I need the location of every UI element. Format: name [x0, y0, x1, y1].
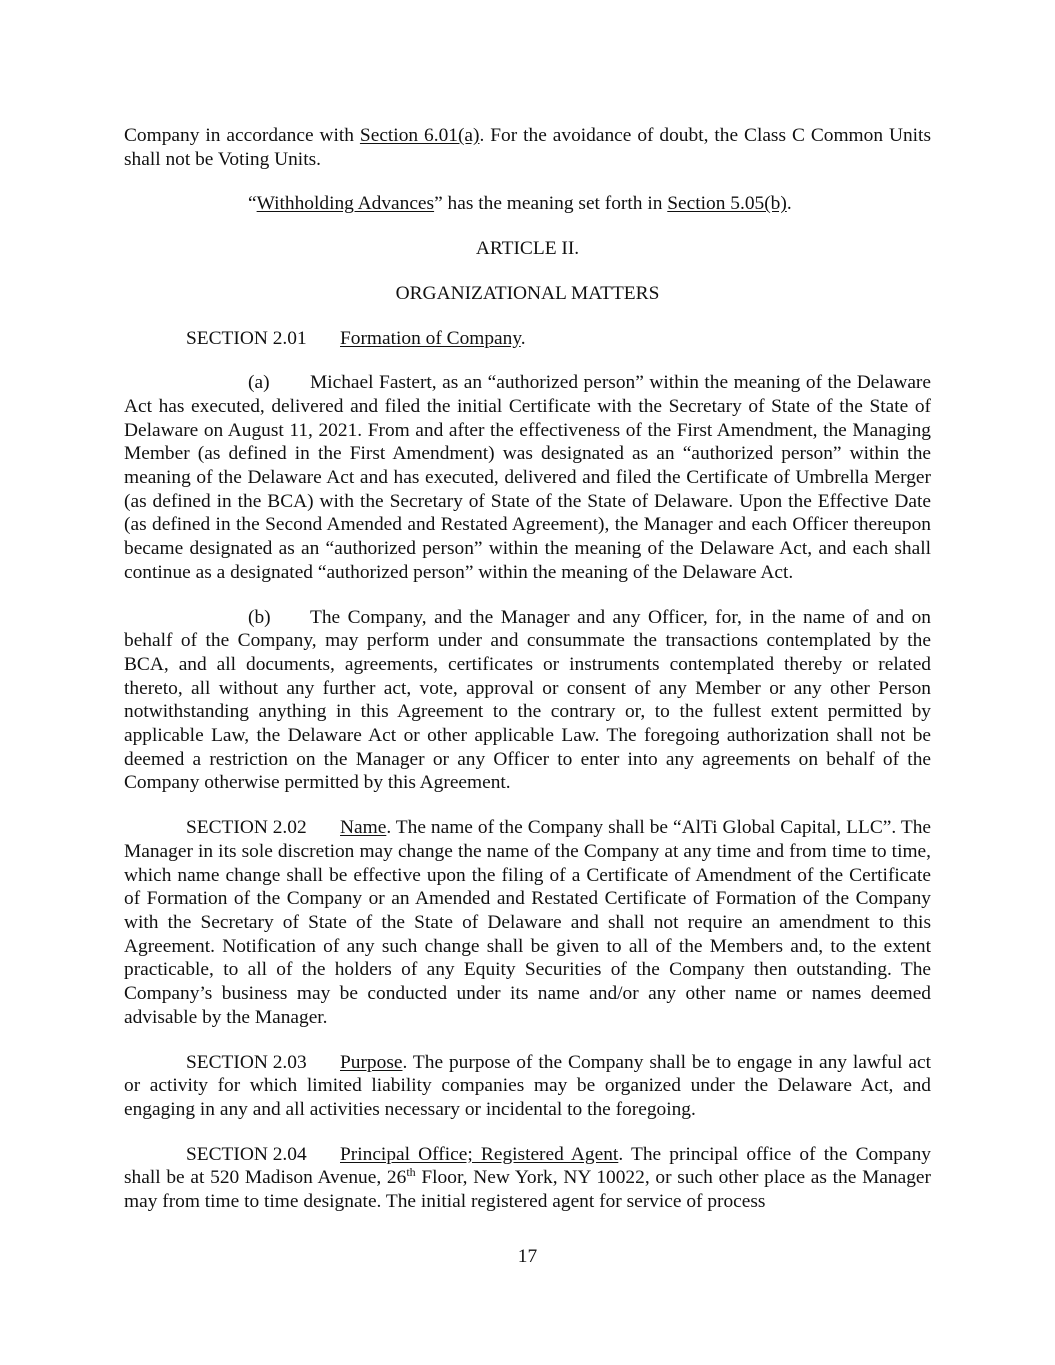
- section-2-01-heading: [124, 327, 931, 351]
- section-2-02: [124, 816, 931, 1029]
- section-2-02-number: SECTION 2.02: [186, 817, 307, 839]
- section-2-02-text: . The name of the Company shall be “AlTi Global Capital, LLC”. The Manager in its sole discretion may change the name of the Company at any time and from time to time, which name change shall be effective upon the filing of a Certificate of Amendment of the Certificate of Formation of the Company or an Amended and Restated Certificate of Formation of the Company with the Secretary of State of the State of Delaware and shall not require an amendment to this Agreement. Notification of any such change shall be given to all of the Members and, to the extent practicable, to all of the holders of any Equity Securities of the Company then outstanding. The Company’s business may be conducted under its name and/or any other name or names deemed advisable by the Manager.: [124, 817, 931, 1028]
- section-2-01-number: SECTION 2.01: [186, 327, 307, 349]
- section-2-04: [124, 1143, 931, 1214]
- page-number: 17: [517, 1246, 538, 1267]
- section-2-02-title: Name: [340, 817, 387, 839]
- section-2-03-title: Purpose: [340, 1051, 403, 1073]
- section-2-04-text: . The principal office of the Company shall be at 520 Madison Avenue, 26: [124, 1143, 931, 1189]
- ordinal-superscript: th: [406, 1165, 416, 1180]
- article-number: ARTICLE II.: [475, 238, 580, 260]
- section-2-04-number: SECTION 2.04: [186, 1143, 307, 1165]
- subsection-b-label: (b): [248, 606, 271, 628]
- article-title: ORGANIZATIONAL MATTERS: [395, 282, 660, 304]
- definition-end: .: [786, 193, 792, 215]
- definition-open-quote: “: [248, 193, 257, 215]
- continued-paragraph: [124, 124, 931, 171]
- subsection-b-text: The Company, and the Manager and any Officer, for, in the name of and on behalf of the Company, may perform under and consummate the transactions contemplated by the BCA, and all documents, agreements, certificates or instruments contemplated thereby or related thereto, all without any further act, vote, approval or consent of any Member or any other Person notwithstanding anything in this Agreement to the contrary or, to the fullest extent permitted by applicable Law, the Delaware Act or other applicable Law. The foregoing authorization shall not be deemed a restriction on the Manager or any Officer to enter into any agreements on behalf of the Company otherwise permitted by this Agreement.: [124, 606, 931, 794]
- definition-withholding-advances: [124, 192, 931, 216]
- defined-term: Withholding Advances: [256, 193, 435, 215]
- section-2-03-number: SECTION 2.03: [186, 1051, 307, 1073]
- section-6-01a-reference: Section 6.01(a): [359, 125, 480, 146]
- section-2-01-subsection-a: [124, 371, 931, 584]
- section-2-04-text-continued: Floor, New York, NY 10022, or such other place as the Manager may from time to time designate. The initial registered agent for service of process: [124, 1167, 931, 1213]
- section-2-03-text: . The purpose of the Company shall be to engage in any lawful act or activity for which limited liability companies may be organized under the Delaware Act, and engaging in any and all activities necessary or incidental to the foregoing.: [124, 1051, 931, 1120]
- section-2-01-subsection-b: [124, 606, 931, 796]
- section-2-01-title-end: .: [520, 327, 526, 349]
- section-2-01-title: Formation of Company: [340, 327, 521, 349]
- subsection-a-label: (a): [248, 372, 270, 394]
- continued-paragraph-text-end: . For the avoidance of doubt, the Class C Common Units shall not be Voting Units.: [124, 125, 931, 170]
- continued-paragraph-text: Company in accordance with: [124, 125, 360, 146]
- definition-text: ” has the meaning set forth in: [434, 193, 668, 215]
- section-5-05b-reference: Section 5.05(b): [667, 193, 787, 215]
- section-2-03: [124, 1051, 931, 1122]
- body-text-column: [124, 124, 931, 1214]
- subsection-a-text: Michael Fastert, as an “authorized person” within the meaning of the Delaware Act has executed, delivered and filed the initial Certificate with the Secretary of State of the State of Delaware on August 11, 2021. From and after the effectiveness of the First Amendment, the Managing Member (as defined in the First Amendment) was designated as an “authorized person” within the meaning of the Delaware Act and has executed, delivered and filed the Certificate of Umbrella Merger (as defined in the BCA) with the Secretary of State of the State of Delaware. Upon the Effective Date (as defined in the Second Amended and Restated Agreement), the Manager and each Officer thereupon became designated as an “authorized person” within the meaning of the Delaware Act, and each shall continue as a designated “authorized person” within the meaning of the Delaware Act.: [124, 372, 931, 583]
- section-2-04-title: Principal Office; Registered Agent: [340, 1143, 619, 1165]
